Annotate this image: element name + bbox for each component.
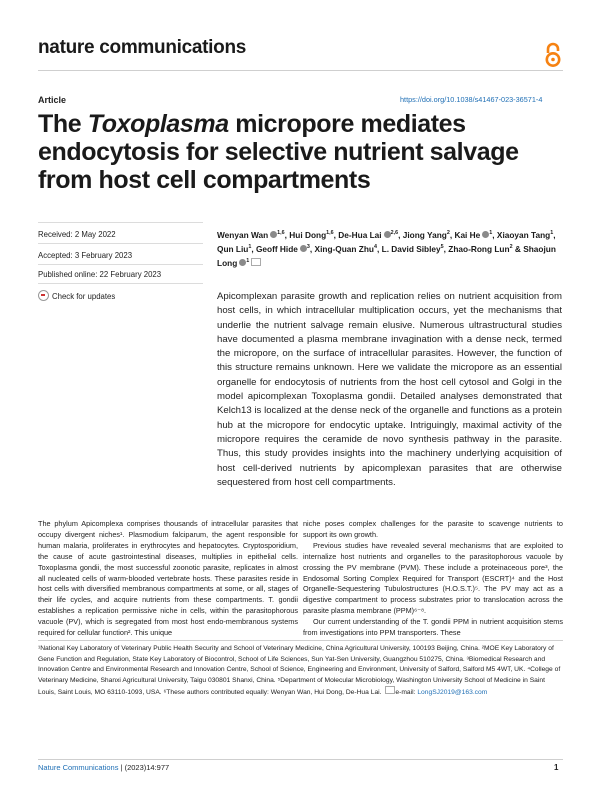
- footer-volume: (2023)14:977: [124, 763, 170, 772]
- meta-divider: [38, 264, 203, 265]
- orcid-icon[interactable]: [300, 245, 307, 252]
- article-type: Article: [38, 95, 67, 105]
- page-number: 1: [554, 763, 559, 772]
- header-divider: [38, 70, 563, 71]
- affiliation-marker: 5: [440, 244, 444, 251]
- doi-link[interactable]: https://doi.org/10.1038/s41467-023-36571-4: [400, 95, 543, 104]
- affiliation-marker: 2: [509, 244, 513, 251]
- affiliation-marker: 2: [446, 230, 450, 237]
- author-name[interactable]: De-Hua Lai: [338, 230, 382, 240]
- affiliation-marker: 1: [550, 230, 554, 237]
- check-updates-icon: [38, 290, 49, 301]
- accepted-date: Accepted: 3 February 2023: [38, 251, 133, 260]
- author-list: Wenyan Wan $^{1,6}$, Hui Dong$^{1,6}$, De-Hua Lai $^{2,6}$, Jiong Yang$^2$, Kai He $^1$, Xiaoyan Tang$^1$, Qun Liu$^1$, Geoff Hide $^3$, Xing-Quan Zhu$^4$, L. David Sibley$^5$, Zhao-Rong Lun$^2$ & Shaojun Long $^1$: [217, 230, 556, 268]
- email-icon[interactable]: [251, 258, 261, 266]
- article-title: The Toxoplasma micropore mediates endocytosis for selective nutrient salvage from host cell compartments: [38, 110, 519, 194]
- orcid-icon[interactable]: [384, 231, 391, 238]
- body-column-right: [303, 519, 563, 639]
- author-name[interactable]: Kai He: [454, 230, 481, 240]
- open-access-icon: [543, 42, 563, 68]
- author-name[interactable]: Qun Liu: [217, 244, 249, 254]
- received-date: Received: 2 May 2022: [38, 230, 116, 239]
- abstract: Apicomplexan parasite growth and replication relies on nutrient acquisition from host cells, in which intracellular multiplication occurs, yet the mechanisms that underlie the nutrient salvage remain elusive. Numerous ultrastructural studies have documented a plasma membrane invagination with a dense neck, termed the micropore, on the surface of intracellular parasites. However, the function of this structure remains unknown. Here we validate the micropore as an essential organelle for endocytosis of nutrients from the host cell cytosol and Golgi in the model apicomplexan Toxoplasma gondii. Detailed analyses demonstrated that Kelch13 is localized at the dense neck of the organelle and functions as a protein hub at the micropore for endocytic uptake. Intriguingly, maximal activity of the micropore requires the ceramide de novo synthesis pathway in the parasite. Thus, this study provides insights into the machinery underlying acquisition of host cell-derived nutrients by apicomplexan parasites that are otherwise sequestered from host cell compartments.: [217, 291, 562, 488]
- affiliation-marker: 1: [246, 258, 250, 265]
- meta-divider: [38, 283, 203, 284]
- author-name[interactable]: Xing-Quan Zhu: [314, 244, 374, 254]
- affiliation-marker: 4: [374, 244, 377, 251]
- affiliation-marker: 3: [306, 244, 310, 251]
- check-for-updates[interactable]: Check for updates: [38, 290, 115, 301]
- affiliation-marker: 1,6: [277, 230, 285, 237]
- affiliation-marker: 2,6: [390, 230, 399, 237]
- body-column-left: [38, 519, 298, 639]
- body-paragraph: niche poses complex challenges for the parasite to scavenge nutrients to support its own growth.: [303, 519, 563, 539]
- footer-citation: Nature Communications | (2023)14:977: [38, 763, 170, 772]
- author-name[interactable]: Shaojun Long: [217, 244, 556, 268]
- meta-divider: [38, 243, 203, 244]
- affiliation-marker: 1: [489, 230, 493, 237]
- meta-divider: [38, 222, 203, 223]
- title-italic: Toxoplasma: [87, 110, 229, 138]
- email-link[interactable]: LongSJ2019@163.com: [417, 689, 488, 697]
- journal-name[interactable]: nature communications: [38, 37, 247, 58]
- affiliation-marker: 1,6: [326, 230, 334, 237]
- footer-journal[interactable]: Nature Communications: [38, 763, 119, 772]
- body-paragraph: The phylum Apicomplexa comprises thousands of intracellular parasites that occupy divergent niches¹. Plasmodium falciparum, the agent responsible for human malaria, proliferates in erythrocytes and hepatocytes. Cryptosporidium, the cause of acute gastrointestinal diseases, multiplies in epithelial cells. Toxoplasma gondii, the most successful zoonotic parasite, replicates in almost all nucleated cells of warm-blooded vertebrate hosts. These parasites reside in host cells with diversified membranous compartments at some, or all, stages of their life cycles, and acquire nutrients from these compartments. T. gondii establishes a replication permissive niche in cells, within the parasitophorous vacuole (PV), which is segregated from most host endo-membranous systems required for cellular function². This unique: [38, 519, 298, 638]
- author-name[interactable]: Hui Dong: [289, 230, 327, 240]
- body-paragraph: Our current understanding of the T. gondii PPM in nutrient acquisition stems from investigations into PPM transporters. These: [303, 617, 563, 638]
- email-icon: [385, 686, 395, 694]
- body-paragraph: Previous studies have revealed several mechanisms that are exploited to internalize host nutrients and organelles to the parasitophorous vacuole by crossing the PV membrane (PVM). These include a proteinaceous pore³, the Endosomal Sorting Complex Required for Transport (ESCRT)⁴ and the Host Organelle-Sequestering Tubulostructures (H.O.S.T.)⁵. The PV may act as a digestive compartment to process substrates prior to translocation across the parasite plasma membrane (PPM)⁶⁻⁸.: [303, 540, 563, 616]
- author-name[interactable]: Xiaoyan Tang: [496, 230, 551, 240]
- affiliation-marker: 1: [248, 244, 252, 251]
- footnote-divider: [38, 640, 563, 641]
- author-name[interactable]: Zhao-Rong Lun: [448, 244, 510, 254]
- author-name[interactable]: Wenyan Wan: [217, 230, 269, 240]
- affiliations: ¹National Key Laboratory of Veterinary Public Health Security and School of Veterinary Medicine, China Agricultural University, 100193 Beijing, China. ²MOE Key Laboratory of Gene Function and Regulation, State Key Laboratory of Biocontrol, School of Life Sciences, Sun Yat-Sen University, Guangzhou 510275, China. ³Biomedical Research and Innovation Centre and Environmental Research and Innovation Centre, School of Science, Engineering and Environment, University of Salford, Salford M5 4WT, UK. ⁴College of Veterinary Medicine, Shanxi Agricultural University, Taigu 030801 Shanxi, China. ⁵Department of Molecular Microbiology, Washington University School of Medicine in Saint Louis, Saint Louis, MO 63110-1093, USA. ⁶These authors contributed equally: Wenyan Wan, Hui Dong, De-Hua Lai. e-mail: LongSJ2019@163.com: [38, 645, 561, 697]
- author-name[interactable]: L. David Sibley: [381, 244, 441, 254]
- published-date: Published online: 22 February 2023: [38, 270, 162, 279]
- author-name[interactable]: Jiong Yang: [402, 230, 447, 240]
- footer-divider: [38, 759, 563, 760]
- author-name[interactable]: Geoff Hide: [255, 244, 298, 254]
